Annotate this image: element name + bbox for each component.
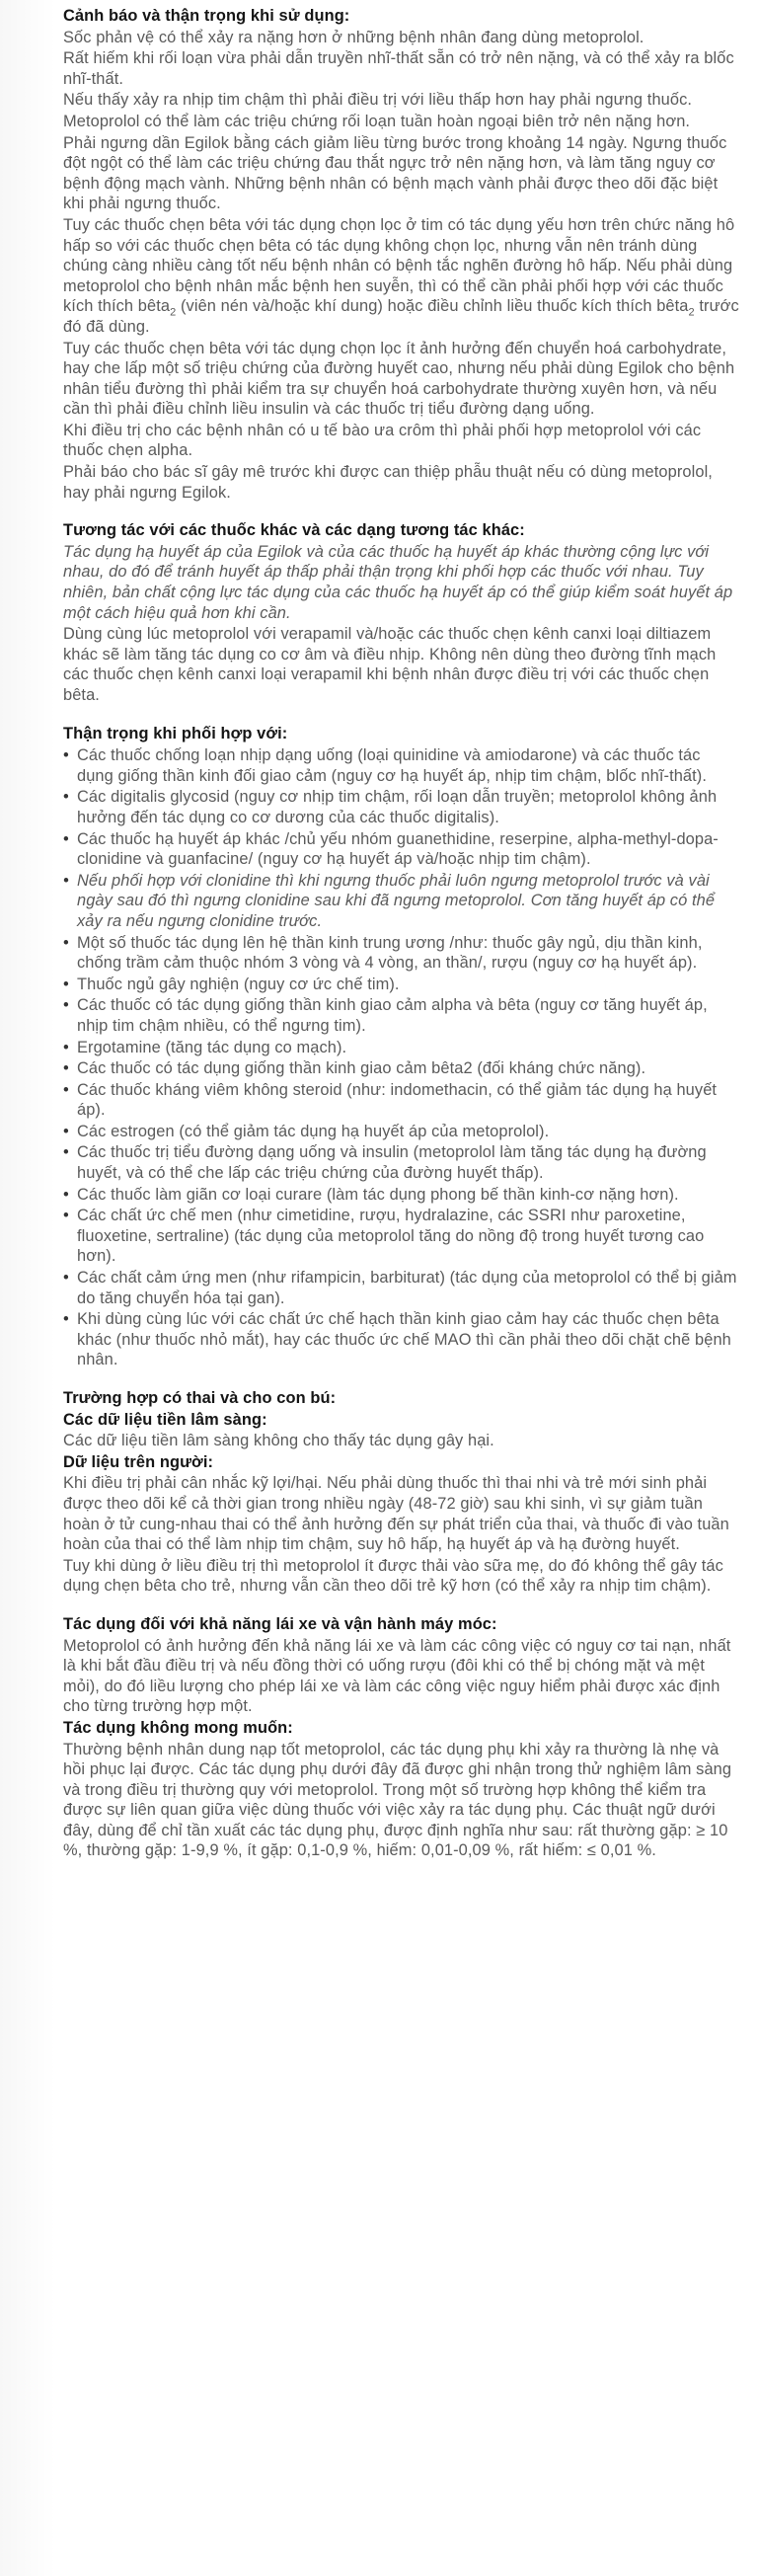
warnings-paragraph: Sốc phản vệ có thể xảy ra nặng hơn ở những bệnh nhân đang dùng metoprolol. — [63, 28, 644, 46]
list-item: • Các digitalis glycosid (nguy cơ nhịp tim chậm, rối loạn dẫn truyền; metoprolol không ảnh hưởng đến tác dụng co cơ dương của các thuốc digitalis). — [63, 787, 740, 827]
combination-list — [63, 745, 740, 1370]
list-item: • Các thuốc kháng viêm không steroid (như: indomethacin, có thể giảm tác dụng hạ huyết áp). — [63, 1080, 740, 1121]
combination-caution-section — [63, 724, 740, 1370]
warnings-paragraph: Khi điều trị cho các bệnh nhân có u tế bào ưa crôm thì phải phối hợp metoprolol với các thuốc chẹn alpha. — [63, 421, 702, 460]
list-item: • Các chất cảm ứng men (như rifampicin, barbiturat) (tác dụng của metoprolol có thể bị giảm do tăng chuyển hóa tại gan). — [63, 1268, 740, 1308]
driving-section — [63, 1614, 740, 1717]
interactions-paragraph: Tác dụng hạ huyết áp của Egilok và của các thuốc hạ huyết áp khác thường cộng lực với nhau, do đó để tránh huyết áp thấp phải thận trọng khi phối hợp các thuốc với nhau. Tuy nhiên, bản chất cộng lực tác dụng của các thuốc hạ huyết áp có thể giúp kiểm soát huyết áp một cách hiệu quả hơn khi cần. — [63, 542, 733, 622]
list-item: • Nếu phối hợp với clonidine thì khi ngưng thuốc phải luôn ngưng metoprolol trước và vài ngày sau đó thì ngưng clonidine sau khi đã ngưng metoprolol. Cơn tăng huyết áp có thể xảy ra nếu ngưng clonidine trước. — [63, 871, 740, 932]
combination-caution-heading: Thận trọng khi phối hợp với: — [63, 724, 288, 742]
interactions-paragraph: Dùng cùng lúc metoprolol với verapamil và/hoặc các thuốc chẹn kênh canxi loại diltiazem khác sẽ làm tăng tác dụng co cơ âm và điều nhịp. Không nên dùng theo đường tĩnh mạch các thuốc chẹn kênh canxi loại verapamil khi bệnh nhân được điều trị với các thuốc chẹn bêta. — [63, 625, 717, 704]
warnings-paragraph — [63, 215, 740, 338]
pregnancy-paragraph: Khi điều trị phải cân nhắc kỹ lợi/hại. Nếu phải dùng thuốc thì thai nhi và trẻ mới sinh phải được theo dõi kể cả thời gian trong nhiều ngày (48-72 giờ) sau khi sinh, vì sự giảm tuần hoàn ở tử cung-nhau thai có thể ảnh hưởng đến sự phát triển của thai, và thuốc đi vào tuần hoàn của thai có thể làm nhịp tim chậm, suy hô hấp, hạ huyết áp và hạ đường huyết. — [63, 1474, 729, 1554]
list-item: • Các chất ức chế men (như cimetidine, rượu, hydralazine, các SSRI như paroxetine, fluoxetine, sertraline) (tác dụng của metoprolol tăng do nồng độ trong huyết tương cao hơn). — [63, 1206, 740, 1267]
driving-heading: Tác dụng đối với khả năng lái xe và vận hành máy móc: — [63, 1614, 497, 1633]
list-item: • Thuốc ngủ gây nghiện (nguy cơ ức chế tim). — [63, 975, 740, 995]
subscript: 2 — [688, 306, 695, 319]
text-span: (viên nén và/hoặc khí dung) hoặc điều chỉnh liều thuốc kích thích bêta — [176, 297, 689, 316]
text-span: Tuy các thuốc chẹn bêta với tác dụng chọn lọc ở tim có tác dụng yếu hơn trên chức năng hô hấp so với các thuốc chẹn bêta có tác dụng không chọn lọc, nhưng vẫn nên tránh dùng chúng càng nhiều càng tốt nếu bệnh nhân có bệnh tắc nghẽn đường hô hấp. Nếu phải dùng metoprolol cho bệnh nhân mắc bệnh hen suyễn, thì có thể cần phải phối hợp với các thuốc kích thích bêta — [63, 215, 735, 316]
human-data-subheading: Dữ liệu trên người: — [63, 1452, 214, 1471]
warnings-paragraph: Phải báo cho bác sĩ gây mê trước khi được can thiệp phẫu thuật nếu có dùng metoprolol, hay phải ngưng Egilok. — [63, 463, 713, 502]
list-item: • Khi dùng cùng lúc với các chất ức chế hạch thần kinh giao cảm hay các thuốc chẹn bêta khác (như thuốc nhỏ mắt), hay các thuốc ức chế MAO thì cần phải theo dõi chặt chẽ bệnh nhân. — [63, 1309, 740, 1370]
side-effects-paragraph: Thường bệnh nhân dung nạp tốt metoprolol, các tác dụng phụ khi xảy ra thường là nhẹ và hồi phục lại được. Các tác dụng phụ dưới đây đã được ghi nhận trong thử nghiệm lâm sàng và trong điều trị thường quy với metoprolol. Trong một số trường hợp không thể kiểm tra được sự liên quan giữa việc dùng thuốc với việc xảy ra tác dụng phụ. Các thuật ngữ dưới đây, dùng để chỉ tần xuất các tác dụng phụ, được định nghĩa như sau: rất thường gặp: ≥ 10 %, thường gặp: 1-9,9 %, ít gặp: 0,1-0,9 %, hiếm: 0,01-0,09 %, rất hiếm: ≤ 0,01 %. — [63, 1740, 732, 1860]
driving-paragraph: Metoprolol có ảnh hưởng đến khả năng lái xe và làm các công việc có nguy cơ tai nạn, nhất là khi bắt đầu điều trị và nếu đồng thời có uống rượu (đôi khi có thể bị chóng mặt và mệt mỏi), do đó liều lượng cho phép lái xe và làm các công việc nguy hiểm phải được xác định cho từng trường hợp một. — [63, 1636, 731, 1716]
list-item: • Các thuốc có tác dụng giống thần kinh giao cảm alpha và bêta (nguy cơ tăng huyết áp, nhịp tim chậm nhiều, có thể ngưng tim). — [63, 995, 740, 1036]
warnings-paragraph: Tuy các thuốc chẹn bêta với tác dụng chọn lọc ít ảnh hưởng đến chuyển hoá carbohydrate, hay che lấp một số triệu chứng của đường huyết cao, nhưng nếu phải dùng Egilok cho bệnh nhân tiểu đường thì phải kiểm tra sự chuyển hoá carbohydrate thường xuyên hơn, và nếu cần thì phải điều chỉnh liều insulin và các thuốc trị tiểu đường dạng uống. — [63, 339, 735, 419]
pregnancy-section — [63, 1388, 740, 1597]
interactions-section — [63, 520, 740, 705]
warnings-paragraph: Metoprolol có thể làm các triệu chứng rối loạn tuần hoàn ngoại biên trở nên nặng hơn. — [63, 112, 691, 130]
warnings-paragraph: Rất hiếm khi rối loạn vừa phải dẫn truyền nhĩ-thất sẵn có trở nên nặng, và có thể xảy ra blốc nhĩ-thất. — [63, 49, 734, 88]
list-item: • Các thuốc chống loạn nhịp dạng uống (loại quinidine và amiodarone) và các thuốc tác dụng giống thần kinh đối giao cảm (nguy cơ hạ huyết áp, nhịp tim chậm, blốc nhĩ-thất). — [63, 745, 740, 786]
list-item: • Các estrogen (có thể giảm tác dụng hạ huyết áp của metoprolol). — [63, 1122, 740, 1142]
text-span: trước đó đã dùng. — [63, 297, 739, 336]
preclinical-subheading: Các dữ liệu tiền lâm sàng: — [63, 1410, 267, 1429]
warnings-paragraph: Nếu thấy xảy ra nhịp tim chậm thì phải điều trị với liều thấp hơn hay phải ngưng thuốc. — [63, 91, 693, 110]
subscript: 2 — [170, 306, 177, 319]
interactions-heading: Tương tác với các thuốc khác và các dạng tương tác khác: — [63, 521, 525, 540]
side-effects-section — [63, 1718, 740, 1861]
list-item: • Các thuốc có tác dụng giống thần kinh giao cảm bêta2 (đối kháng chức năng). — [63, 1058, 740, 1079]
list-item: • Các thuốc hạ huyết áp khác /chủ yếu nhóm guanethidine, reserpine, alpha-methyl-dopa-clonidine và guanfacine/ (nguy cơ hạ huyết áp và/hoặc nhịp tim chậm). — [63, 829, 740, 870]
pregnancy-heading: Trường hợp có thai và cho con bú: — [63, 1389, 337, 1407]
pregnancy-paragraph: Các dữ liệu tiền lâm sàng không cho thấy tác dụng gây hại. — [63, 1432, 494, 1450]
list-item: • Các thuốc trị tiểu đường dạng uống và insulin (metoprolol làm tăng tác dụng hạ đường huyết, và có thể che lấp các triệu chứng của đường huyết thấp). — [63, 1142, 740, 1183]
list-item: • Một số thuốc tác dụng lên hệ thần kinh trung ương /như: thuốc gây ngủ, dịu thần kinh, chống trầm cảm thuộc nhóm 3 vòng và 4 vòng, an thần/, rượu (nguy cơ hạ huyết áp). — [63, 933, 740, 974]
list-item: • Các thuốc làm giãn cơ loại curare (làm tác dụng phong bế thần kinh-cơ nặng hơn). — [63, 1185, 740, 1206]
warnings-section — [63, 6, 740, 503]
side-effects-heading: Tác dụng không mong muốn: — [63, 1718, 293, 1737]
warnings-heading: Cảnh báo và thận trọng khi sử dụng: — [63, 7, 350, 25]
warnings-paragraph: Phải ngưng dần Egilok bằng cách giảm liều từng bước trong khoảng 14 ngày. Ngưng thuốc đột ngột có thể làm các triệu chứng đau thắt ngực trở nên nặng hơn, và làm tăng nguy cơ bệnh động mạch vành. Những bệnh nhân có bệnh mạch vành phải được theo dõi đặc biệt khi phải ngưng thuốc. — [63, 133, 727, 213]
pregnancy-paragraph: Tuy khi dùng ở liều điều trị thì metoprolol ít được thải vào sữa mẹ, do đó không thể gây tác dụng chẹn bêta cho trẻ, nhưng vẫn cần theo dõi trẻ kỹ hơn (có thể xảy ra nhịp tim chậm). — [63, 1556, 723, 1596]
list-item: • Ergotamine (tăng tác dụng co mạch). — [63, 1038, 740, 1058]
